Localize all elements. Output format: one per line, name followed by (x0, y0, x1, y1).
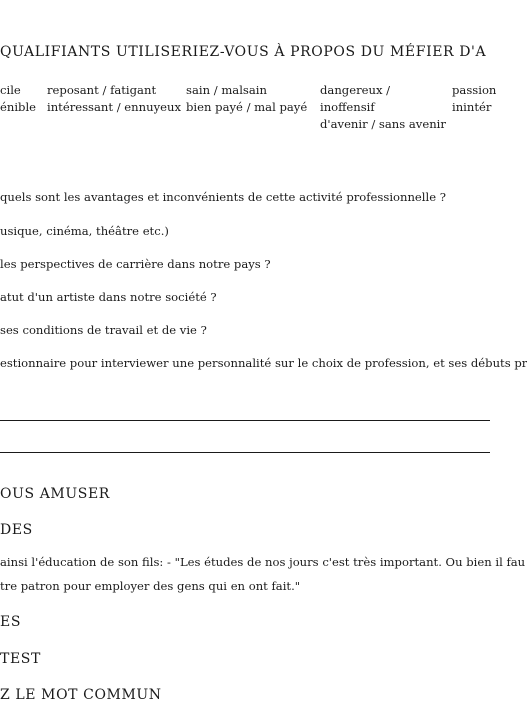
section-heading-des: DES (0, 522, 33, 538)
answer-line-1 (0, 420, 490, 421)
qualifier-col-2-row-2: intéressant / ennuyeux (47, 100, 181, 114)
question-advantages: quels sont les avantages et inconvénients de cette activité professionnelle ? (0, 190, 446, 204)
qualifier-col-3-row-1: sain / malsain (186, 83, 267, 97)
main-heading: QUALIFIANTS UTILISERIEZ-VOUS À PROPOS DU MÉFIER D'A (0, 44, 487, 60)
section-heading-vous-amuser: OUS AMUSER (0, 486, 110, 502)
qualifier-col-4-row-2: inoffensif (320, 100, 375, 114)
quote-line-2: tre patron pour employer des gens qui en ont fait." (0, 579, 301, 593)
qualifier-col-5-row-2: inintér (452, 100, 492, 114)
question-music-cinema: usique, cinéma, théâtre etc.) (0, 224, 169, 238)
qualifier-col-4-row-3: d'avenir / sans avenir (320, 117, 446, 131)
qualifier-col-4-row-1: dangereux / (320, 83, 391, 97)
quote-line-1: ainsi l'éducation de son fils: - "Les études de nos jours c'est très important. Ou bien il fau (0, 555, 526, 569)
question-work-conditions: ses conditions de travail et de vie ? (0, 323, 207, 337)
section-heading-test: TEST (0, 651, 41, 667)
qualifier-col-5-row-1: passion (452, 83, 497, 97)
qualifier-col-1-row-1: cile (0, 83, 21, 97)
section-heading-mot-commun: Z LE MOT COMMUN (0, 687, 162, 703)
question-artist-status: atut d'un artiste dans notre société ? (0, 290, 217, 304)
answer-line-2 (0, 452, 490, 453)
qualifier-col-2-row-1: reposant / fatigant (47, 83, 157, 97)
question-questionnaire: estionnaire pour interviewer une personnalité sur le choix de profession, et ses débuts pr (0, 356, 527, 370)
qualifier-col-3-row-2: bien payé / mal payé (186, 100, 308, 114)
qualifier-col-1-row-2: énible (0, 100, 37, 114)
question-career-prospects: les perspectives de carrière dans notre pays ? (0, 257, 271, 271)
section-heading-es: ES (0, 614, 22, 630)
